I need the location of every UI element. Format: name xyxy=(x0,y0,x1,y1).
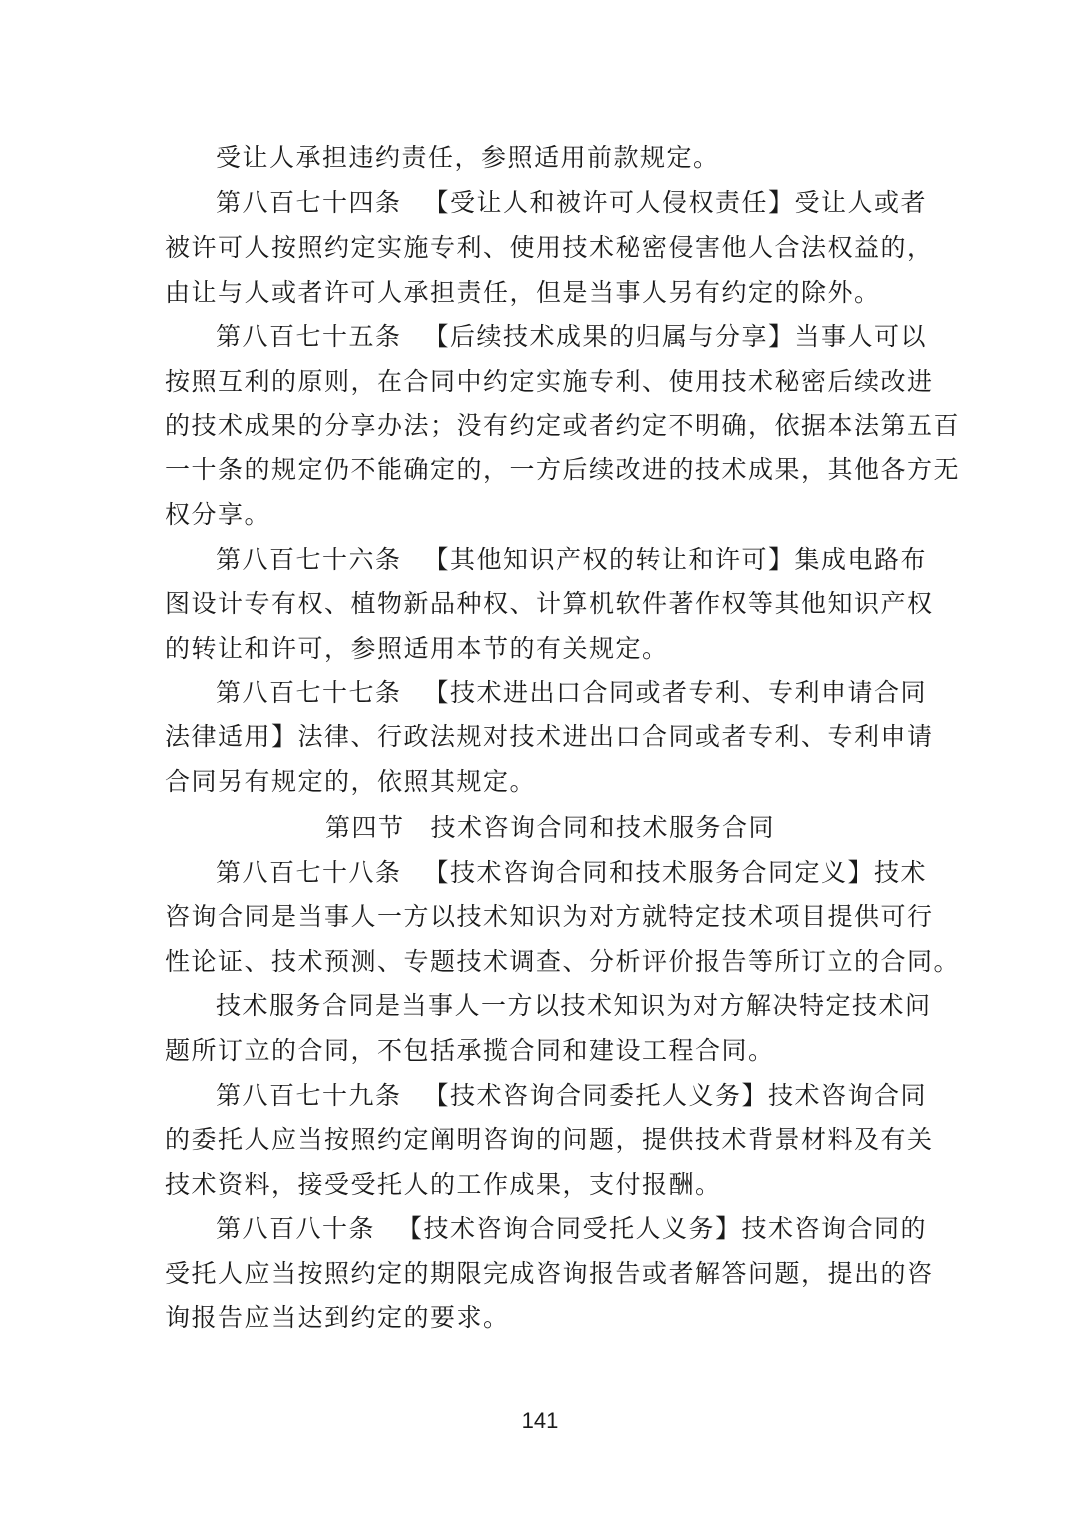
article-879-line xyxy=(216,1081,926,1111)
section-title: 技术咨询合同和技术服务合同 xyxy=(430,813,776,842)
article-text: 【其他知识产权的转让和许可】集成电路布 xyxy=(423,545,928,574)
paragraph-line: 咨询合同是当事人一方以技术知识为对方就特定技术项目提供可行 xyxy=(165,902,934,931)
article-text: 【技术进出口合同或者专利、专利申请合同 xyxy=(423,678,928,707)
paragraph-line: 的技术成果的分享办法；没有约定或者约定不明确，依据本法第五百 xyxy=(165,411,961,440)
article-text: 【技术咨询合同和技术服务合同定义】技术 xyxy=(423,858,928,887)
paragraph-line: 一十条的规定仍不能确定的，一方后续改进的技术成果，其他各方无 xyxy=(165,455,961,484)
section-number: 第四节 xyxy=(324,813,405,842)
paragraph-line: 询报告应当达到约定的要求。 xyxy=(165,1303,510,1332)
paragraph-line: 技术服务合同是当事人一方以技术知识为对方解决特定技术问 xyxy=(216,991,932,1020)
article-text: 【技术咨询合同委托人义务】技术咨询合同 xyxy=(423,1081,928,1110)
article-874-line xyxy=(216,188,926,218)
article-876-line xyxy=(216,545,926,575)
paragraph-line: 性论证、技术预测、专题技术调查、分析评价报告等所订立的合同。 xyxy=(165,947,961,976)
article-number: 第八百七十六条 xyxy=(216,545,402,574)
paragraph-line: 题所订立的合同，不包括承揽合同和建设工程合同。 xyxy=(165,1036,775,1065)
article-number: 第八百七十七条 xyxy=(216,678,402,707)
article-number: 第八百七十九条 xyxy=(216,1081,402,1110)
paragraph-line: 法律适用】法律、行政法规对技术进出口合同或者专利、专利申请 xyxy=(165,722,934,751)
paragraph-line: 的委托人应当按照约定阐明咨询的问题，提供技术背景材料及有关 xyxy=(165,1125,934,1154)
article-number: 第八百七十五条 xyxy=(216,322,402,351)
article-text: 【受让人和被许可人侵权责任】受让人或者 xyxy=(423,188,928,217)
paragraph-line: 合同另有规定的，依照其规定。 xyxy=(165,767,537,796)
paragraph-line: 被许可人按照约定实施专利、使用技术秘密侵害他人合法权益的， xyxy=(165,233,934,262)
paragraph-line: 由让与人或者许可人承担责任，但是当事人另有约定的除外。 xyxy=(165,278,881,307)
article-number: 第八百七十四条 xyxy=(216,188,402,217)
page-number: 141 xyxy=(521,1408,559,1433)
paragraph-line: 按照互利的原则，在合同中约定实施专利、使用技术秘密后续改进 xyxy=(165,367,934,396)
article-877-line xyxy=(216,678,926,708)
article-number: 第八百八十条 xyxy=(216,1214,376,1243)
article-878-line xyxy=(216,858,926,888)
article-880-line xyxy=(216,1214,926,1244)
paragraph-line: 的转让和许可，参照适用本节的有关规定。 xyxy=(165,634,669,663)
paragraph-line: 受让人承担违约责任，参照适用前款规定。 xyxy=(216,143,720,172)
paragraph-line: 权分享。 xyxy=(165,500,272,529)
article-text: 【后续技术成果的归属与分享】当事人可以 xyxy=(423,322,928,351)
section-heading xyxy=(0,813,1080,843)
article-number: 第八百七十八条 xyxy=(216,858,402,887)
paragraph-line: 受托人应当按照约定的期限完成咨询报告或者解答问题，提出的咨 xyxy=(165,1259,934,1288)
article-text: 【技术咨询合同受托人义务】技术咨询合同的 xyxy=(397,1214,928,1243)
article-875-line xyxy=(216,322,926,352)
paragraph-line: 图设计专有权、植物新品种权、计算机软件著作权等其他知识产权 xyxy=(165,589,934,618)
paragraph-line: 技术资料，接受受托人的工作成果，支付报酬。 xyxy=(165,1170,722,1199)
